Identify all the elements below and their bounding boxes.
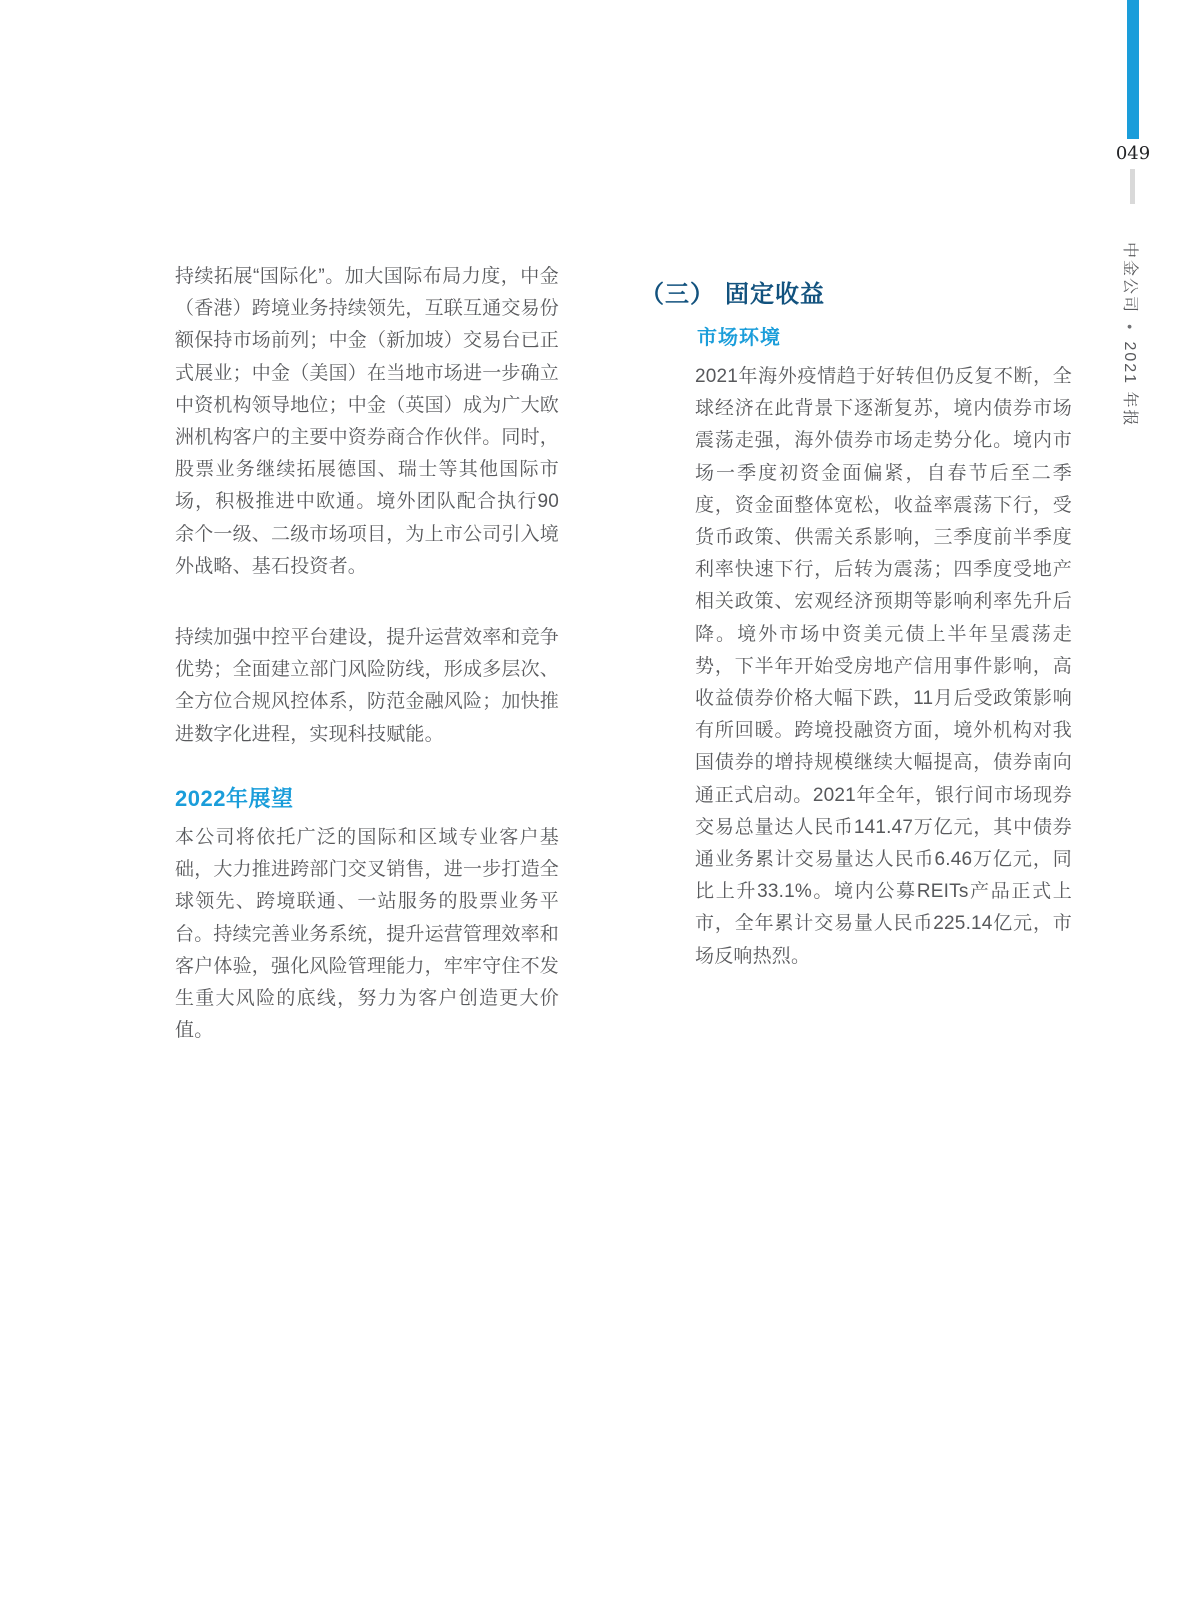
margin-caption-company: 中金公司 xyxy=(1121,242,1138,315)
section-heading-fixed-income xyxy=(640,274,825,309)
paragraph-market-environment: 2021年海外疫情趋于好转但仍反复不断，全球经济在此背景下逐渐复苏，境内债券市场震荡走强，海外债券市场走势分化。境内市场一季度初资金面偏紧，自春节后至二季度，资金面整体宽松，收益率震荡下行，受货币政策、供需关系影响，三季度前半季度利率快速下行，后转为震荡；四季度受地产相关政策、宏观经济预期等影响利率先升后降。境外市场中资美元债上半年呈震荡走势，下半年开始受房地产信用事件影响，高收益债券价格大幅下跌，11月后受政策影响有所回暖。跨境投融资方面，境外机构对我国债券的增持规模继续大幅提高，债券南向通正式启动。2021年全年，银行间市场现券交易总量达人民币141.47万亿元，其中债券通业务累计交易量达人民币6.46万亿元，同比上升33.1%。境内公募REITs产品正式上市，全年累计交易量人民币225.14亿元，市场反响热烈。 xyxy=(695,366,1072,967)
bullet-separator-icon: ● xyxy=(1125,324,1135,332)
section-title: 固定收益 xyxy=(725,281,825,308)
subsection-heading-market-environment: 市场环境 xyxy=(697,327,781,349)
paragraph-internationalization: 持续拓展“国际化”。加大国际布局力度，中金（香港）跨境业务持续领先，互联互通交易份额保持市场前列；中金（新加坡）交易台已正式展业；中金（美国）在当地市场进一步确立中资机构领导地位；中金（英国）成为广大欧洲机构客户的主要中资券商合作伙伴。同时，股票业务继续拓展德国、瑞士等其他国际市场，积极推进中欧通。境外团队配合执行90余个一级、二级市场项目，为上市公司引入境外战略、基石投资者。 xyxy=(175,266,560,577)
accent-bar xyxy=(1127,0,1139,139)
section-number: （三） xyxy=(640,281,715,308)
margin-caption xyxy=(1120,242,1143,428)
outlook-2022-heading: 2022年展望 xyxy=(175,786,294,811)
page-number-rule xyxy=(1130,169,1135,204)
paragraph-platform-risk: 持续加强中控平台建设，提升运营效率和竞争优势；全面建立部门风险防线，形成多层次、全方位合规风控体系，防范金融风险；加快推进数字化进程，实现科技赋能。 xyxy=(175,627,560,745)
page-number: 049 xyxy=(1115,143,1151,164)
paragraph-outlook: 本公司将依托广泛的国际和区域专业客户基础，大力推进跨部门交叉销售，进一步打造全球领先、跨境联通、一站服务的股票业务平台。持续完善业务系统，提升运营管理效率和客户体验，强化风险管理能力，牢牢守住不发生重大风险的底线，努力为客户创造更大价值。 xyxy=(175,827,560,1042)
margin-caption-report: 2021 年报 xyxy=(1121,341,1138,428)
